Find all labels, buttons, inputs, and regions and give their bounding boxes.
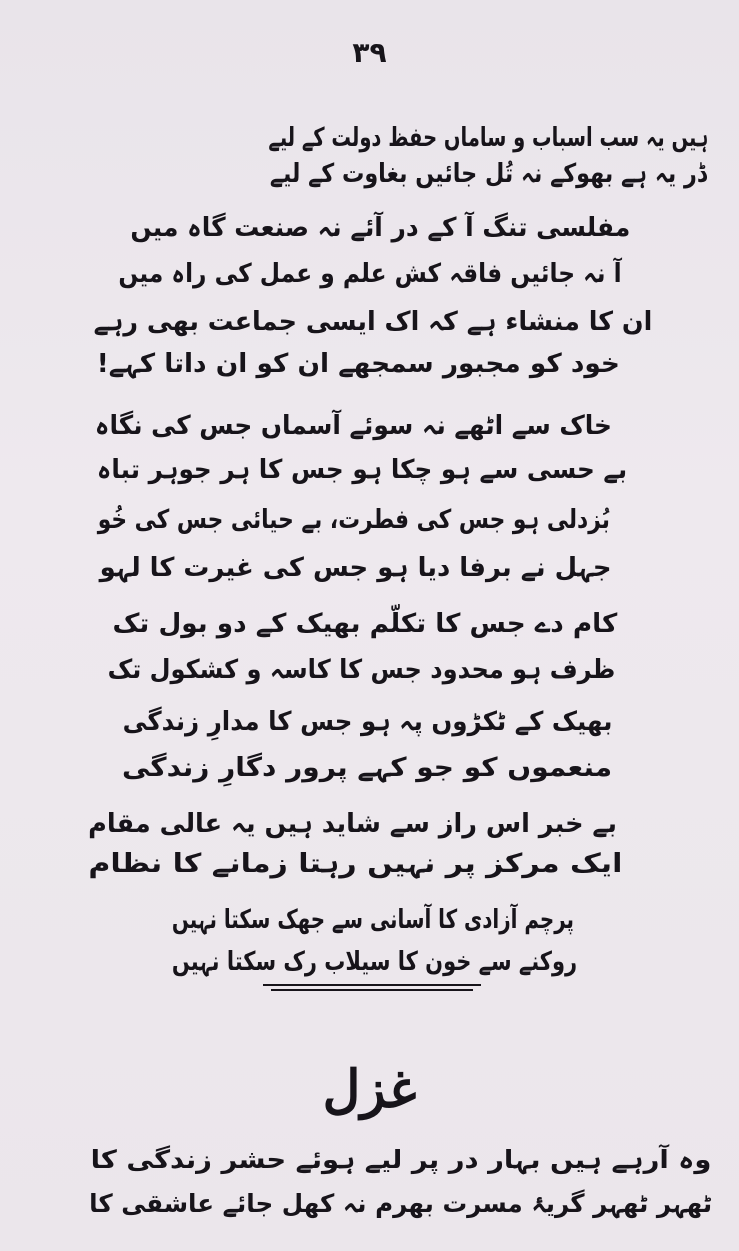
poem-line-10 [100,548,612,588]
poem-line-18 [172,942,577,982]
poem-line-15 [88,804,617,844]
poem-line-text: ایک مرکز پر نہیں رہتا زمانے کا نظام [87,849,622,879]
poem-line-8 [97,450,627,490]
section-divider [263,984,481,992]
poem-line-12 [107,650,615,690]
poem-line-text: منعموں کو جو کہے پرور دگارِ زندگی [121,753,612,783]
divider-rule-top [263,984,481,986]
poem-line-text: کام دے جس کا تکلّم بھیک کے دو بول تک [112,609,617,639]
poem-line-9 [98,500,610,540]
poem-line-14 [122,748,612,788]
ghazal-line-2 [89,1184,712,1224]
poem-line-text: ان کا منشاء ہے کہ اک ایسی جماعت بھی رہے [93,307,652,337]
poem-line-text: آ نہ جائیں فاقہ کش علم و عمل کی راہ میں [118,259,622,289]
ghazal-heading: غزل [322,1059,417,1120]
ghazal-line-text: ٹھہر ٹھہر گریۂ مسرت بھرم نہ کھل جائے عاشقی کا [89,1189,712,1218]
poem-line-16 [88,844,622,884]
poem-line-text: بے خبر اس راز سے شاید ہیں یہ عالی مقام [88,809,617,839]
poem-line-text: ہیں یہ سب اسباب و ساماں حفظ دولت کے لیے [268,123,708,153]
poem-line-7 [95,406,612,446]
poem-line-5 [93,302,652,342]
poem-line-11 [112,604,617,644]
poem-line-text: مفلسی تنگ آ کے در آئے نہ صنعت گاہ میں [130,213,630,243]
poem-line-text: خاک سے اٹھے نہ سوئے آسماں جس کی نگاہ [94,411,612,441]
poem-line-text: بے حسی سے ہو چکا ہو جس کا ہر جوہر تباہ [96,455,627,485]
poem-line-6 [97,344,620,384]
poem-line-17 [172,900,574,940]
poem-line-text: خود کو مجبور سمجھے ان کو ان داتا کہے! [96,349,620,379]
poem-line-text: ظرف ہو محدود جس کا کاسہ و کشکول تک [107,655,615,685]
divider-rule-bottom [271,989,473,991]
poem-line-text: بھیک کے ٹکڑوں پہ ہو جس کا مدارِ زندگی [122,707,612,737]
poem-line-4 [119,254,622,294]
poem-line-3 [130,208,630,248]
page-number: ۳۹ [352,36,387,69]
ghazal-line-text: وہ آرہے ہیں بہار در پر لیے ہوئے حشر زندگی کا [90,1145,711,1174]
poem-line-text: روکنے سے خون کا سیلاب رک سکتا نہیں [171,947,577,977]
poem-line-text: پرچم آزادی کا آسانی سے جھک سکتا نہیں [171,905,574,935]
poem-line-1 [268,118,708,158]
poem-line-text: جہل نے برفا دیا ہو جس کی غیرت کا لہو [100,553,612,583]
ghazal-line-1 [90,1140,711,1180]
poem-line-text: بُزدلی ہو جس کی فطرت، بے حیائی جس کی خُو [97,505,610,535]
poem-line-text: ڈر یہ ہے بھوکے نہ تُل جائیں بغاوت کے لیے [270,159,707,189]
poem-line-2 [270,154,707,194]
poem-line-13 [122,702,612,742]
